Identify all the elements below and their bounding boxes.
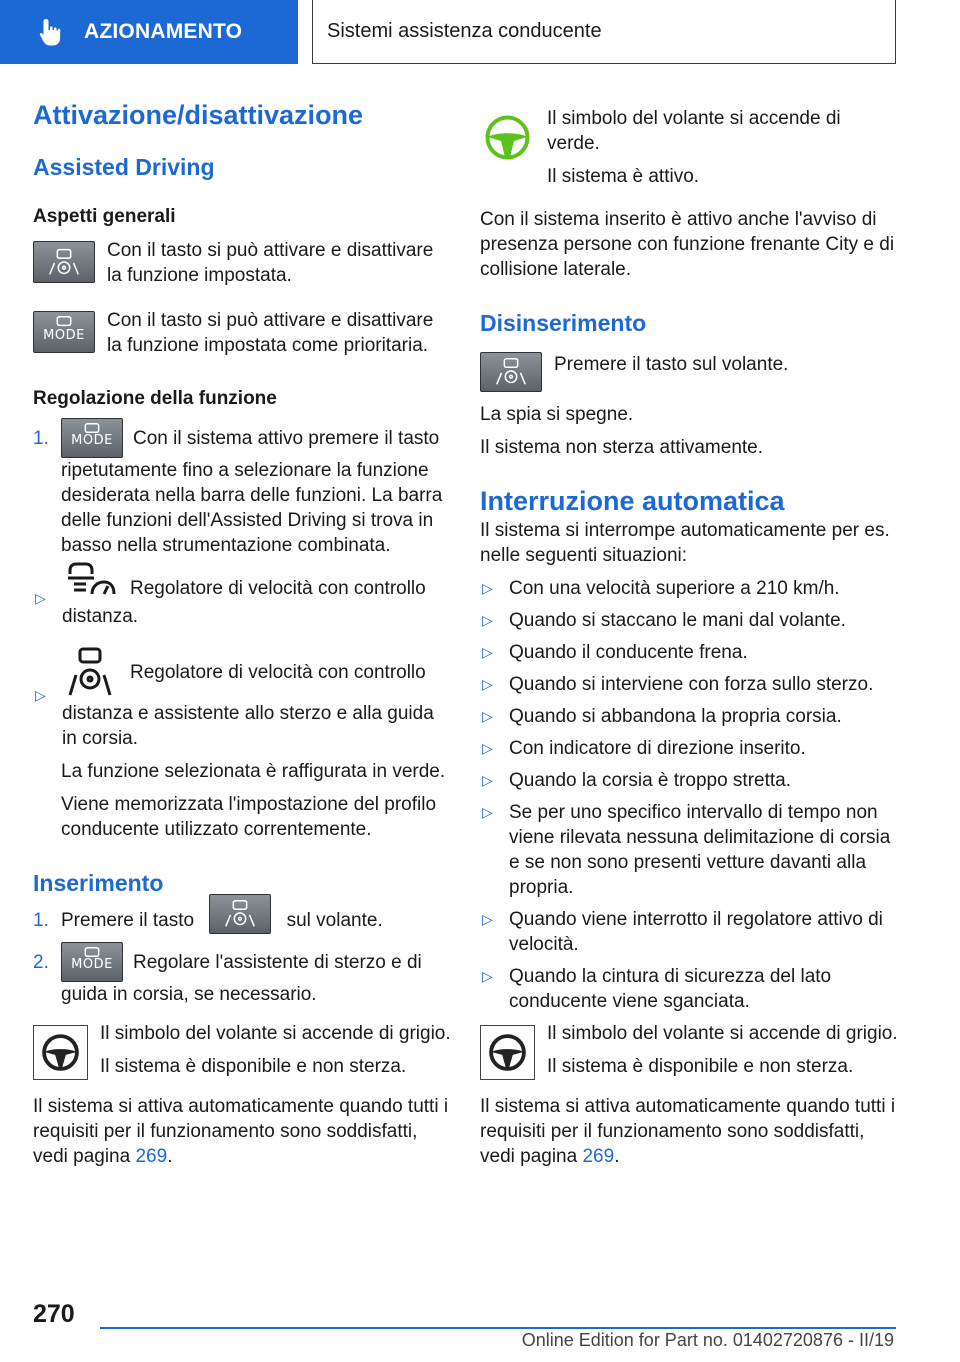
steering-wheel-gray-icon [480,1025,535,1080]
function-list [33,574,451,751]
sub-note-1: La funzione selezionata è raffigurata in verde. [61,761,446,782]
list-item [480,672,898,697]
gray-wheel-text [100,1021,451,1079]
bullet-triangle-icon: ▷ [482,772,493,788]
list-number: 1. [33,910,49,931]
aspetti-row-1 [33,238,451,288]
list-item [33,950,451,1007]
list-number: 1. [33,428,49,449]
list-item: ▷ Regolatore di velocità con controllo distanza e assistente allo sterzo e alla guida in corsia. [33,645,451,751]
edition-text: Online Edition for Part no. 01402720876 - II/19 [521,1330,894,1350]
steering-wheel-gray-icon [33,1025,88,1080]
sub-note-2: Viene memorizzata l'impostazione del profilo conducente utilizzato correntemente. [61,794,437,840]
bullet-text: Quando la cintura di sicurezza del lato conducente viene sganciata. [509,966,832,1012]
heading-regolazione: Regolazione della funzione [33,388,277,409]
heading-attivazione: Attivazione/disattivazione [33,100,364,130]
list-item [480,768,898,793]
green-wheel-row [480,106,898,189]
closing-dot: . [167,1146,173,1167]
gray-wheel-row [33,1021,451,1080]
list-item [480,964,898,1014]
heading-disinserimento: Disinserimento [480,310,647,336]
sub-text-2: Regolatore di velocità con controllo distanza e assistente allo sterzo e alla guida in corsia. [62,662,434,749]
sub-text-1: Regolatore di velocità con controllo distanza. [62,578,426,627]
regolazione-text: Con il sistema attivo premere il tasto ripetutamente fino a selezionare la funzione desiderata nella barra delle funzioni. La barra delle funzioni dell'Assisted Driving si trova in basso nella strumentazione combinata. [61,428,443,556]
chapter-tab [0,0,298,64]
disinserimento-row [480,352,898,392]
regolazione-list [33,426,451,558]
green-wheel-text [547,106,898,189]
green-text-2: Il sistema è attivo. [547,166,700,187]
list-item [480,640,898,665]
gray-text-2: Il sistema è disponibile e non sterza. [547,1056,854,1077]
inserimento-list [33,908,451,1007]
lane-assist-button-icon [480,352,542,392]
bullet-text: Quando si abbandona la propria corsia. [509,706,842,727]
int-intro: Il sistema si interrompe automaticamente per es. nelle seguenti situazioni: [480,520,890,566]
page-link[interactable]: 269 [135,1146,168,1167]
para-1: Con il sistema inserito è attivo anche l'avviso di presenza persone con funzione frenante City e di collisione laterale. [480,209,895,280]
heading-inserimento: Inserimento [33,870,164,896]
heading-interruzione: Interruzione automatica [480,486,785,516]
gray-text-1: Il simbolo del volante si accende di grigio. [547,1023,898,1044]
bullet-triangle-icon: ▷ [482,644,493,660]
left-column [33,98,451,1169]
page-link[interactable]: 269 [582,1146,615,1167]
bullet-triangle-icon: ▷ [482,804,493,820]
mode-button-icon [33,311,95,353]
aspetti-text-2: Con il tasto si può attivare e disattivare la funzione impostata come prioritaria. [107,310,434,356]
closing-dot: . [614,1146,620,1167]
closing-text: Il sistema si attiva automaticamente quando tutti i requisiti per il funzionamento sono soddisfatti, vedi pagina [480,1096,896,1167]
mode-label: MODE [43,328,85,343]
interruzione-list [480,576,898,1014]
section-title: Sistemi assistenza conducente [312,0,896,64]
chapter-label: AZIONAMENTO [84,20,243,43]
lane-assist-button-icon [209,894,271,934]
gray-wheel-text [547,1021,898,1079]
gray-wheel-row [480,1021,898,1080]
bullet-text: Se per uno specifico intervallo di tempo non viene rilevata nessuna delimitazione di corsia e se non sono presenti vetture davanti alla propria. [509,802,891,898]
list-item [480,576,898,601]
bullet-text: Quando si interviene con forza sullo sterzo. [509,674,874,695]
bullet-triangle-icon: ▷ [482,968,493,984]
list-item [33,908,451,934]
green-text-1: Il simbolo del volante si accende di verde. [547,108,841,154]
mode-label: MODE [71,957,113,972]
bullet-triangle-icon: ▷ [482,740,493,756]
ins-1-pre: Premere il tasto [61,910,195,931]
sub-notes [33,759,451,842]
list-item [480,704,898,729]
right-column [480,106,898,1169]
acc-icon [62,548,118,604]
heading-aspetti-generali: Aspetti generali [33,206,176,227]
list-item [480,608,898,633]
list-item [33,426,451,558]
ins-2-text: Regolare l'assistente di sterzo e di guida in corsia, se necessario. [61,952,422,1005]
mode-button-icon [61,942,123,982]
acc-steering-icon [62,645,118,701]
footer-divider [100,1327,896,1329]
hand-icon [38,17,64,47]
bullet-text: Quando il conducente frena. [509,642,748,663]
lane-assist-button-icon [33,241,95,283]
list-item: ▷ Regolatore di velocità con controllo distanza. [33,574,451,629]
closing-paragraph [480,1094,898,1169]
closing-paragraph [33,1094,451,1169]
bullet-text: Quando si staccano le mani dal volante. [509,610,846,631]
bullet-triangle-icon: ▷ [482,708,493,724]
bullet-text: Quando viene interrotto il regolatore attivo di velocità. [509,909,883,955]
dis-text: Premere il tasto sul volante. [554,354,789,375]
mode-button-icon [61,418,123,458]
page-number: 270 [33,1300,75,1328]
dis-1: La spia si spegne. [480,404,634,425]
bullet-triangle-icon: ▷ [482,911,493,927]
steering-wheel-green-icon [480,110,535,165]
closing-text: Il sistema si attiva automaticamente quando tutti i requisiti per il funzionamento sono soddisfatti, vedi pagina [33,1096,449,1167]
ins-1-post: sul volante. [286,910,383,931]
list-item [480,907,898,957]
bullet-text: Con indicatore di direzione inserito. [509,738,806,759]
dis-2: Il sistema non sterza attivamente. [480,437,764,458]
mode-label: MODE [71,433,113,448]
list-item [480,800,898,900]
aspetti-row-2 [33,308,451,358]
gray-text-2: Il sistema è disponibile e non sterza. [100,1056,407,1077]
bullet-triangle-icon: ▷ [482,580,493,596]
aspetti-text-1: Con il tasto si può attivare e disattivare la funzione impostata. [107,240,434,286]
bullet-triangle-icon: ▷ [482,612,493,628]
bullet-text: Quando la corsia è troppo stretta. [509,770,791,791]
gray-text-1: Il simbolo del volante si accende di grigio. [100,1023,451,1044]
list-item [480,736,898,761]
bullet-text: Con una velocità superiore a 210 km/h. [509,578,840,599]
list-number: 2. [33,952,49,973]
heading-assisted-driving: Assisted Driving [33,154,215,180]
bullet-triangle-icon: ▷ [482,676,493,692]
